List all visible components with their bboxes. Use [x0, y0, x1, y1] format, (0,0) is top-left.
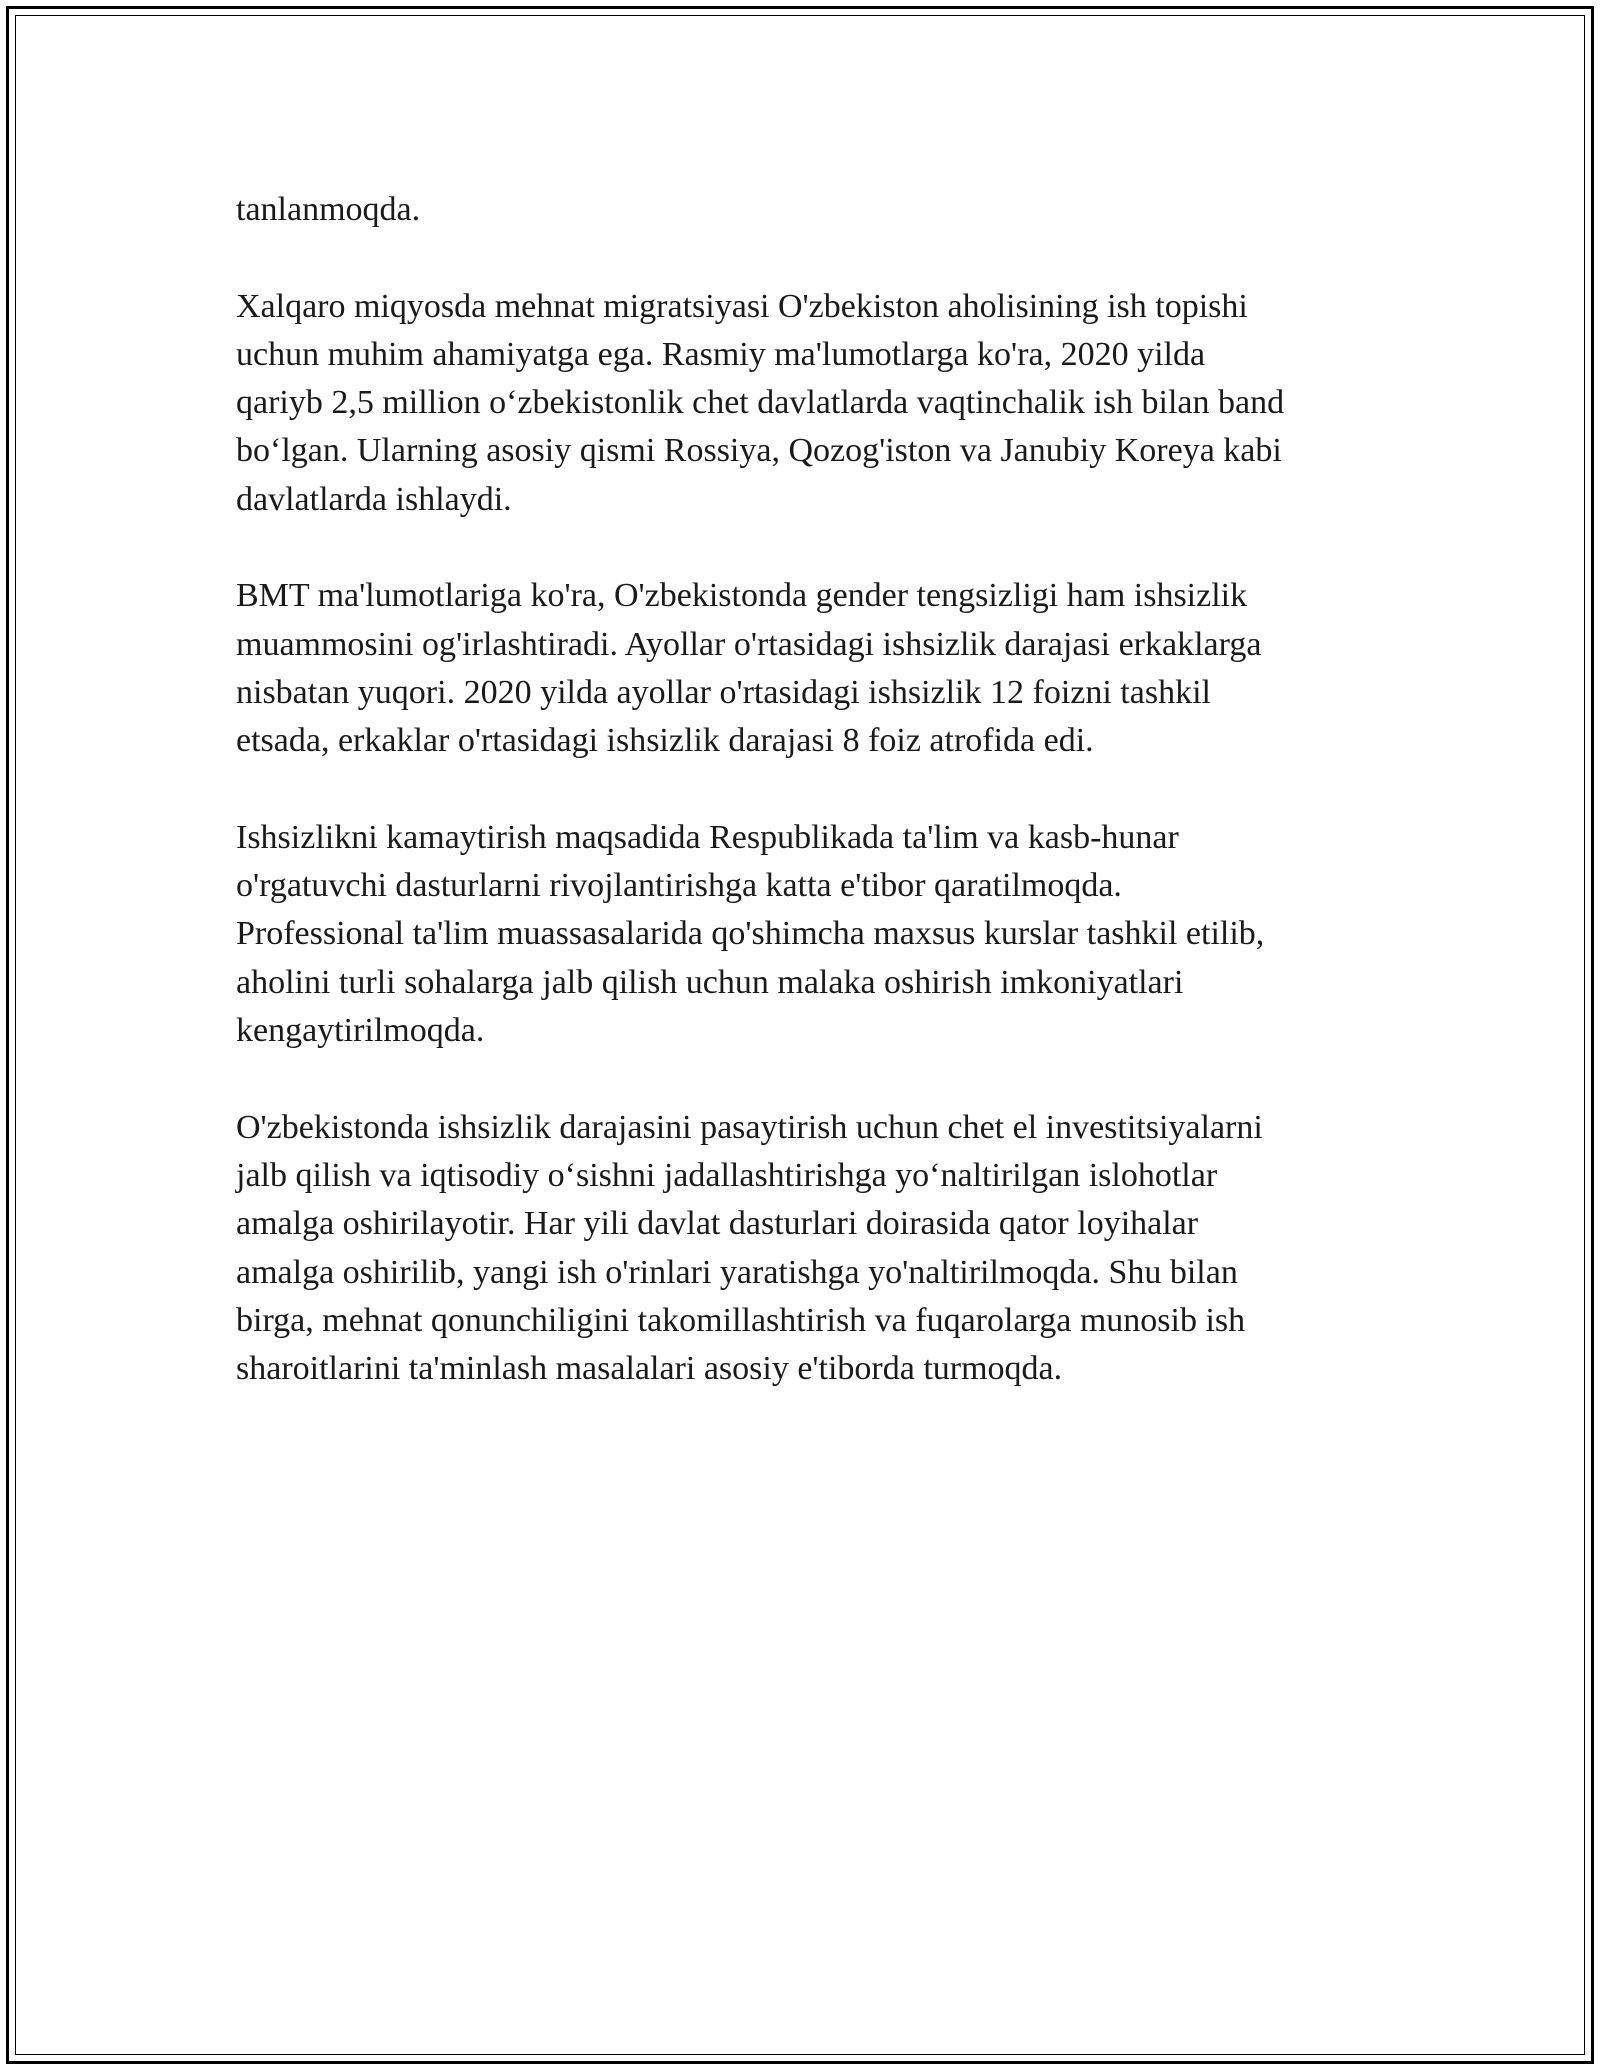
paragraph-5 — [236, 1104, 1386, 1394]
paragraph-line: davlatlarda ishlaydi. — [236, 480, 512, 518]
paragraph-1 — [236, 186, 1386, 234]
paragraph-line: tanlanmoqda. — [236, 191, 421, 228]
paragraph-line: o'rgatuvchi dasturlarni rivojlantirishga katta e'tibor qaratilmoqda. — [236, 867, 1122, 905]
paragraph-line: bo‘lgan. Ularning asosiy qismi Rossiya, Qozog'iston va Janubiy Koreya kabi — [236, 432, 1282, 470]
paragraph-line: muammosini og'irlashtiradi. Ayollar o'rtasidagi ishsizlik darajasi erkaklarga — [236, 625, 1262, 663]
paragraph-2 — [236, 283, 1386, 524]
paragraph-line: Xalqaro miqyosda mehnat migratsiyasi O'zbekiston aholisining ish topishi — [236, 287, 1248, 325]
paragraph-line: sharoitlarini ta'minlash masalalari asosiy e'tiborda turmoqda. — [236, 1350, 1063, 1388]
paragraph-line: birga, mehnat qonunchiligini takomillashtirish va fuqarolarga munosib ish — [236, 1301, 1246, 1339]
paragraph-line: amalga oshirilayotir. Har yili davlat dasturlari doirasida qator loyihalar — [236, 1205, 1199, 1243]
paragraph-line: O'zbekistonda ishsizlik darajasini pasaytirish uchun chet el investitsiyalarni — [236, 1108, 1263, 1146]
paragraph-line: kengaytirilmoqda. — [236, 1012, 485, 1050]
paragraph-3 — [236, 572, 1386, 765]
paragraph-4 — [236, 814, 1386, 1055]
paragraph-line: aholini turli sohalarga jalb qilish uchun malaka oshirish imkoniyatlari — [236, 963, 1184, 1001]
paragraph-line: Ishsizlikni kamaytirish maqsadida Respublikada ta'lim va kasb-hunar — [236, 818, 1179, 856]
paragraph-line: qariyb 2,5 million o‘zbekistonlik chet davlatlarda vaqtinchalik ish bilan band — [236, 384, 1285, 422]
paragraph-line: nisbatan yuqori. 2020 yilda ayollar o'rtasidagi ishsizlik 12 foizni tashkil — [236, 673, 1211, 711]
paragraph-line: jalb qilish va iqtisodiy o‘sishni jadallashtirishga yo‘naltirilgan islohotlar — [236, 1156, 1218, 1194]
paragraph-line: uchun muhim ahamiyatga ega. Rasmiy ma'lumotlarga ko'ra, 2020 yilda — [236, 335, 1206, 373]
paragraph-line: etsada, erkaklar o'rtasidagi ishsizlik darajasi 8 foiz atrofida edi. — [236, 722, 1094, 760]
paragraph-line: Professional ta'lim muassasalarida qo'shimcha maxsus kurslar tashkil etilib, — [236, 915, 1265, 953]
document-body — [236, 186, 1386, 1442]
paragraph-line: BMT ma'lumotlariga ko'ra, O'zbekistonda gender tengsizligi ham ishsizlik — [236, 577, 1248, 615]
paragraph-line: amalga oshirilib, yangi ish o'rinlari yaratishga yo'naltirilmoqda. Shu bilan — [236, 1253, 1238, 1291]
